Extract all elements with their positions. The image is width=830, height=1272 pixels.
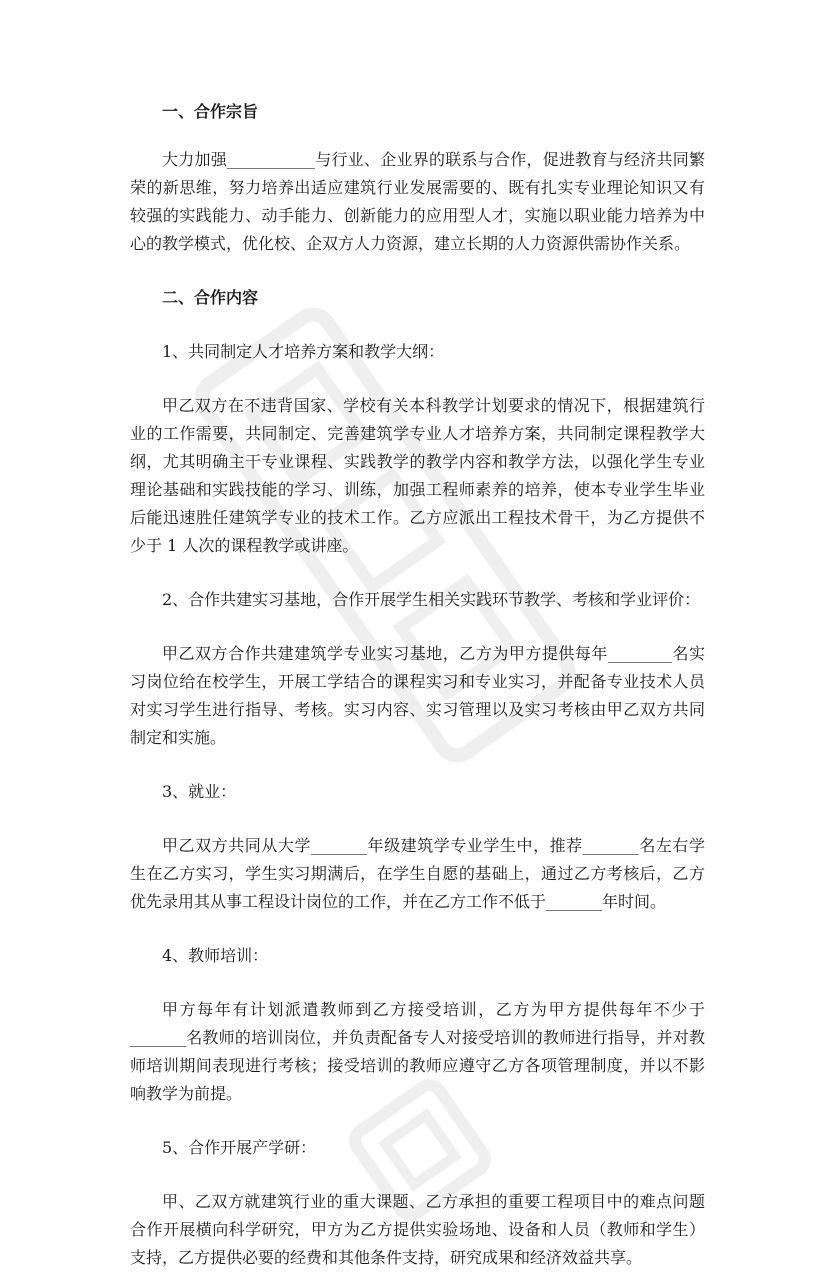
paragraph-research: 甲、乙双方就建筑行业的重大课题、乙方承担的重要工程项目中的难点问题合作开展横向科学研究，甲方为乙方提供实验场地、设备和人员（教师和学生）支持，乙方提供必要的经费和其他条件支持，研究成果和经济效益共享。 xyxy=(130,1192,705,1267)
item-title-teacher-training: 4、教师培训： xyxy=(162,946,269,965)
document-body xyxy=(130,98,705,1272)
paragraph-employment: 甲乙双方共同从大学_______年级建筑学专业学生中，推荐_______名左右学生在乙方实习，学生实习期满后，在学生自愿的基础上，通过乙方考核后，乙方优先录用其从事工程设计岗位的工作，并在乙方工作不低于_______年时间。 xyxy=(130,836,705,911)
paragraph-training-plan: 甲乙双方在不违背国家、学校有关本科教学计划要求的情况下，根据建筑行业的工作需要，共同制定、完善建筑学专业人才培养方案，共同制定课程教学大纲，尤其明确主干专业课程、实践教学的教学内容和教学方法，以强化学生专业理论基础和实践技能的学习、训练，加强工程师素养的培养，使本专业学生毕业后能迅速胜任建筑学专业的技术工作。乙方应派出工程技术骨干，为乙方提供不少于 1 人次的课程教学或讲座。 xyxy=(130,396,705,555)
paragraph-teacher-training: 甲方每年有计划派遣教师到乙方接受培训，乙方为甲方提供每年不少于_______名教师的培训岗位，并负责配备专人对接受培训的教师进行指导，并对教师培训期间表现进行考核；接受培训的教师应遵守乙方各项管理制度，并以不影响教学为前提。 xyxy=(130,1000,705,1103)
section-heading-content: 二、合作内容 xyxy=(162,288,259,307)
item-title-research: 5、合作开展产学研： xyxy=(162,1138,317,1157)
paragraph-internship: 甲乙双方合作共建建筑学专业实习基地，乙方为甲方提供每年________名实习岗位给在校学生，开展工学结合的课程实习和专业实习，并配备专业技术人员对实习学生进行指导、考核。实习内容、实习管理以及实习考核由甲乙双方共同制定和实施。 xyxy=(130,644,705,747)
item-title-training-plan: 1、共同制定人才培养方案和教学大纲： xyxy=(162,342,445,361)
item-title-employment: 3、就业： xyxy=(162,782,237,801)
paragraph-purpose: 大力加强___________与行业、企业界的联系与合作，促进教育与经济共同繁荣的新思维，努力培养出适应建筑行业发展需要的、既有扎实专业理论知识又有较强的实践能力、动手能力、创新能力的应用型人才，实施以职业能力培养为中心的教学模式，优化校、企双方人力资源，建立长期的人力资源供需协作关系。 xyxy=(130,150,705,253)
item-title-internship: 2、合作共建实习基地，合作开展学生相关实践环节教学、考核和学业评价： xyxy=(162,590,701,609)
section-heading-purpose: 一、合作宗旨 xyxy=(162,102,259,121)
